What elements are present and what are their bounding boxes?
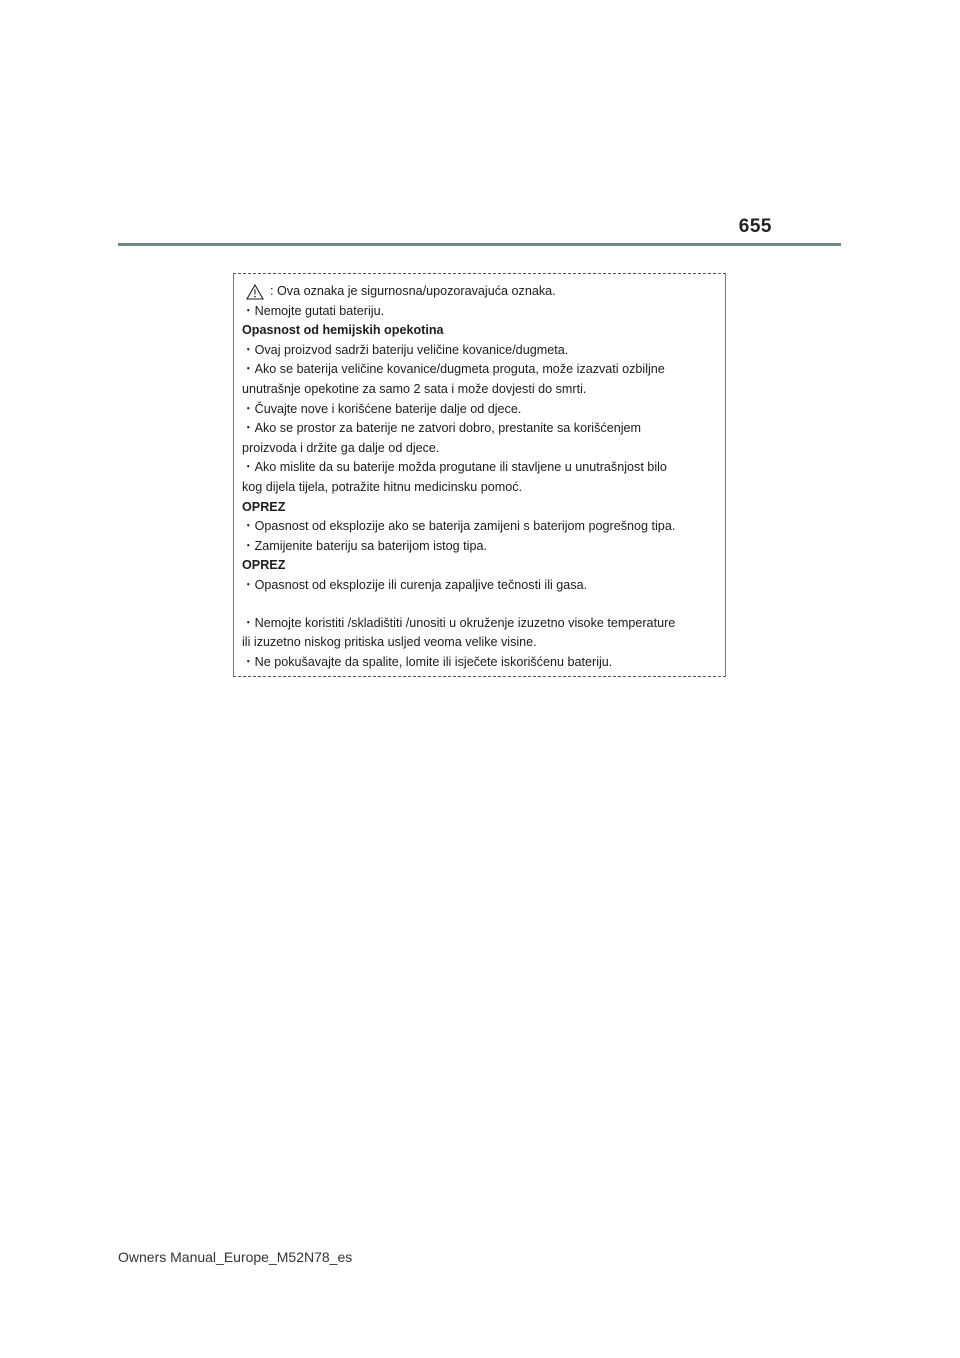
notice-line: ・Ne pokušavajte da spalite, lomite ili isječete iskorišćenu bateriju. (242, 654, 613, 669)
notice-line: ・Ovaj proizvod sadrži bateriju veličine kovanice/dugmeta. (242, 342, 569, 357)
notice-line: ・Opasnost od eksplozije ili curenja zapaljive tečnosti ili gasa. (242, 577, 588, 592)
notice-line: ・Ako mislite da su baterije možda progutane ili stavljene u unutrašnjost bilo (242, 460, 667, 475)
notice-line: ・Ako se prostor za baterije ne zatvori dobro, prestanite sa korišćenjem (242, 421, 641, 436)
notice-line: ili izuzetno niskog pritiska usljed veoma velike visine. (242, 635, 537, 650)
notice-line: ・Opasnost od eksplozije ako se baterija zamijeni s baterijom pogrešnog tipa. (242, 519, 676, 534)
notice-lines (242, 302, 725, 673)
warning-symbol-text: : Ova oznaka je sigurnosna/upozoravajuća oznaka. (270, 284, 556, 298)
notice-line: ・Zamijenite bateriju sa baterijom istog tipa. (242, 538, 487, 553)
notice-heading: OPREZ (242, 499, 286, 514)
notice-line: ・Nemojte gutati bateriju. (242, 303, 385, 318)
notice-line: unutrašnje opekotine za samo 2 sata i može dovjesti do smrti. (242, 381, 587, 396)
notice-line: ・Nemojte koristiti /skladištiti /unositi u okruženje izuzetno visoke temperature (242, 615, 676, 630)
notice-line: ・Čuvajte nove i korišćene baterije dalje od djece. (242, 401, 522, 416)
notice-line: proizvoda i držite ga dalje od djece. (242, 440, 440, 455)
warning-triangle-icon (246, 284, 264, 300)
notice-heading: Opasnost od hemijskih opekotina (242, 323, 444, 338)
footer-document-id: Owners Manual_Europe_M52N78_es (118, 1249, 353, 1265)
notice-line: ・Ako se baterija veličine kovanice/dugmeta proguta, može izazvati ozbiljne (242, 362, 665, 377)
notice-heading: OPREZ (242, 558, 286, 573)
battery-warning-box (233, 273, 726, 677)
notice-line: kog dijela tijela, potražite hitnu medicinsku pomoć. (242, 479, 523, 494)
page-number: 655 (738, 216, 772, 237)
warning-symbol-line (242, 282, 725, 302)
header-rule (118, 243, 841, 246)
